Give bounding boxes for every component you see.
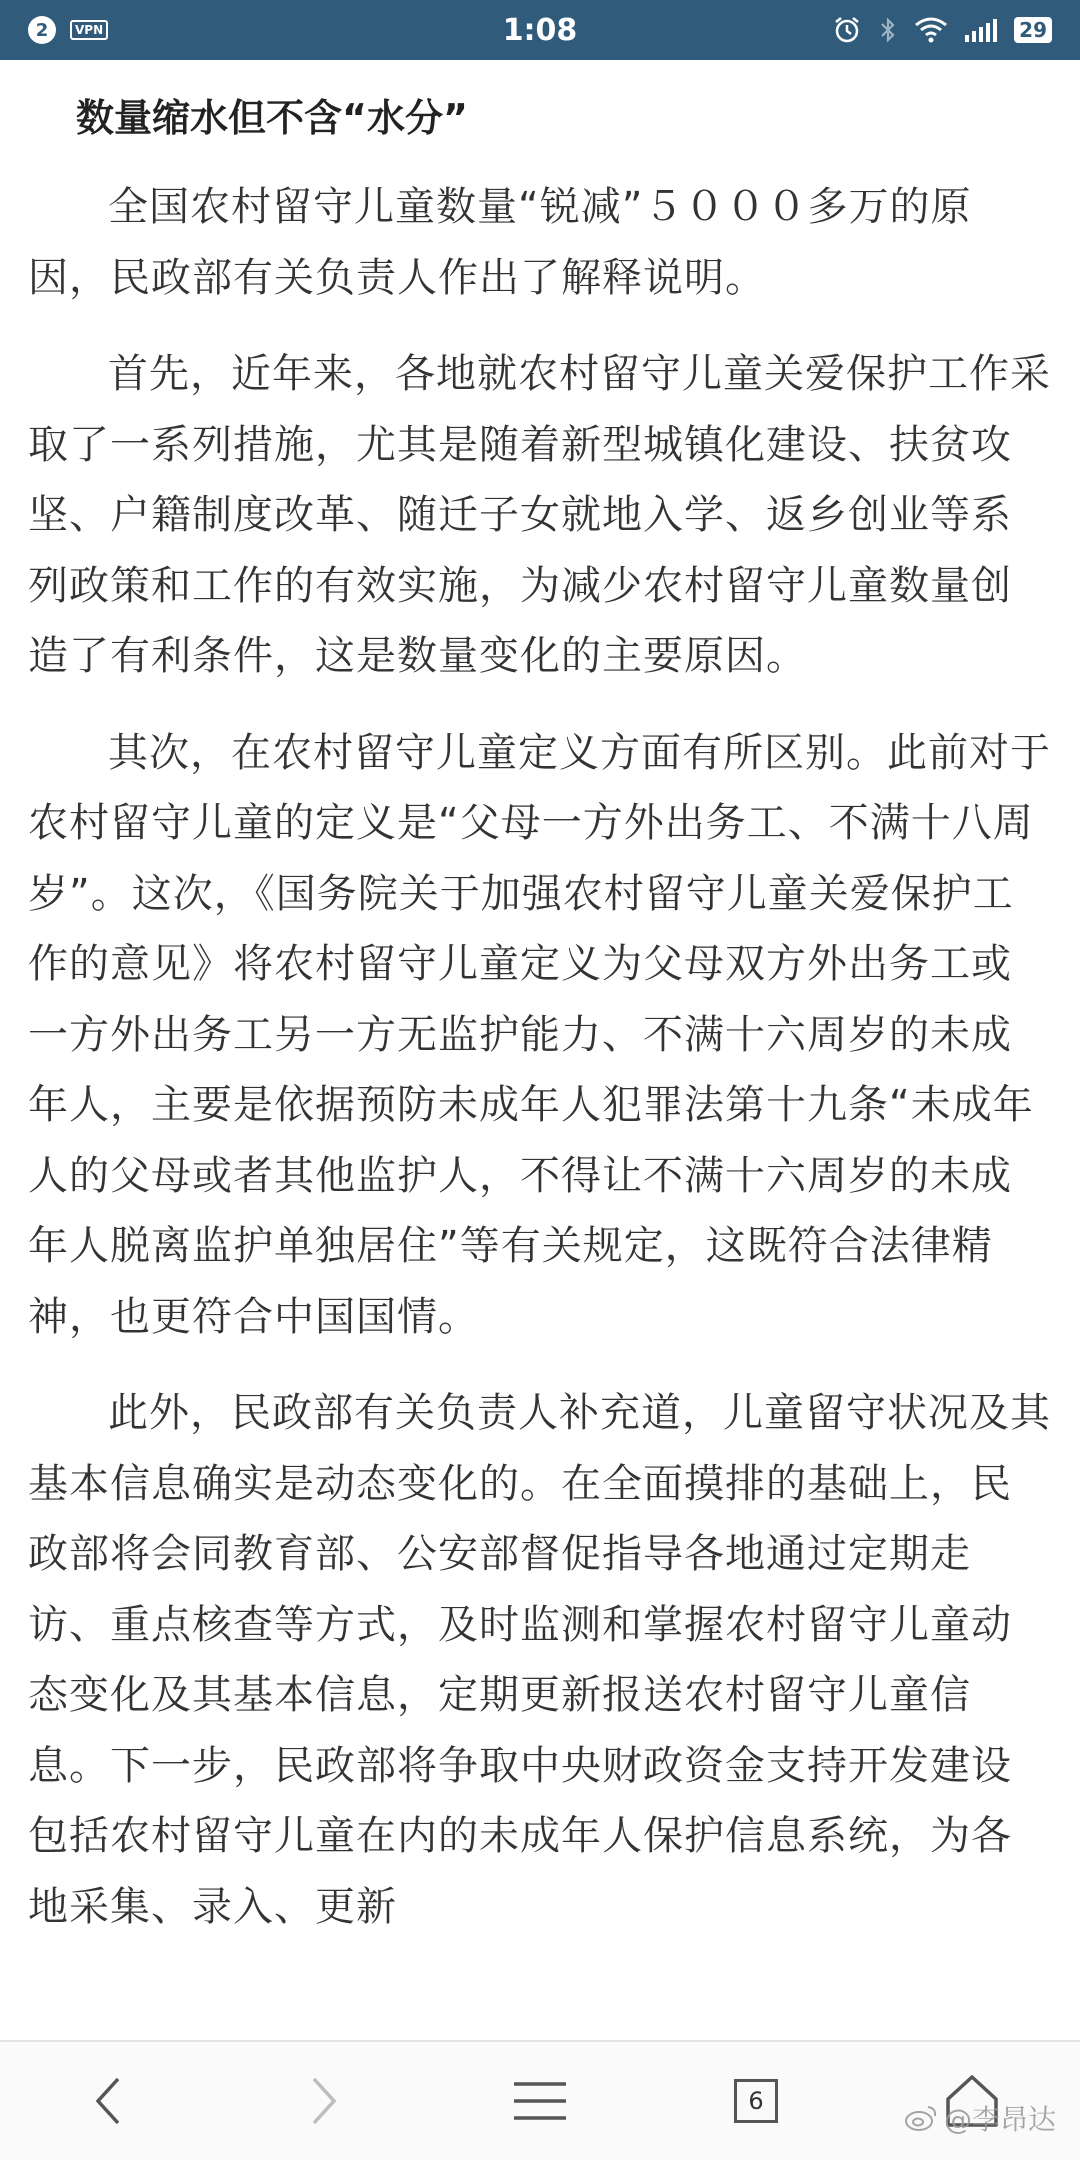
paragraph: 其次，在农村留守儿童定义方面有所区别。此前对于农村留守儿童的定义是“父母一方外出务工、不满十八周岁”。这次，《国务院关于加强农村留守儿童关爱保护工作的意见》将农村留守儿童定义为父母双方外出务工或一方外出务工另一方无监护能力、不满十六周岁的未成年人，主要是依据预防未成年人犯罪法第十九条“未成年人的父母或者其他监护人，不得让不满十六周岁的未成年人脱离监护单独居住”等有关规定，这既符合法律精神，也更符合中国国情。 [28,729,1051,1340]
status-right [832,15,1052,45]
back-icon [88,2071,128,2131]
menu-button[interactable] [485,2051,595,2151]
bluetooth-icon [878,15,898,45]
status-bar [0,0,1080,60]
bottom-navigation-bar [0,2040,1080,2160]
menu-icon [510,2076,570,2126]
section-title: 数量缩水但不含“水分” [76,96,468,140]
tabs-icon [734,2079,778,2123]
status-left [28,16,388,44]
status-time: 1:08 [502,12,578,48]
battery-level: 29 [1019,18,1047,42]
weibo-icon [904,2104,938,2132]
paragraph: 此外，民政部有关负责人补充道，儿童留守状况及其基本信息确实是动态变化的。在全面摸排的基础上，民政部将会同教育部、公安部督促指导各地通过定期走访、重点核查等方式，及时监测和掌握农村留守儿童动态变化及其基本信息，定期更新报送农村留守儿童信息。下一步，民政部将争取中央财政资金支持开发建设包括农村留守儿童在内的未成年人保护信息系统，为各地采集、录入、更新 [28,1390,1051,1930]
alarm-icon [832,15,862,45]
wifi-icon [914,16,948,44]
watermark-text: @李昂达 [943,2103,1056,2136]
paragraph: 全国农村留守儿童数量“锐减”５０００多万的原因，民政部有关负责人作出了解释说明。 [28,184,972,301]
forward-icon [304,2071,344,2131]
signal-icon [964,17,998,43]
article-content[interactable] [0,60,1080,2040]
battery-icon [1014,17,1052,43]
weibo-watermark [904,2098,1056,2138]
forward-button[interactable] [269,2051,379,2151]
tab-count: 6 [748,2087,764,2115]
back-button[interactable] [53,2051,163,2151]
paragraph: 首先，近年来，各地就农村留守儿童关爱保护工作采取了一系列措施，尤其是随着新型城镇化建设、扶贫攻坚、户籍制度改革、随迁子女就地入学、返乡创业等系列政策和工作的有效实施，为减少农村留守儿童数量创造了有利条件，这是数量变化的主要原因。 [28,351,1051,679]
tabs-button[interactable] [701,2051,811,2151]
notification-count-badge: 2 [28,16,56,44]
vpn-badge: VPN [70,20,108,40]
